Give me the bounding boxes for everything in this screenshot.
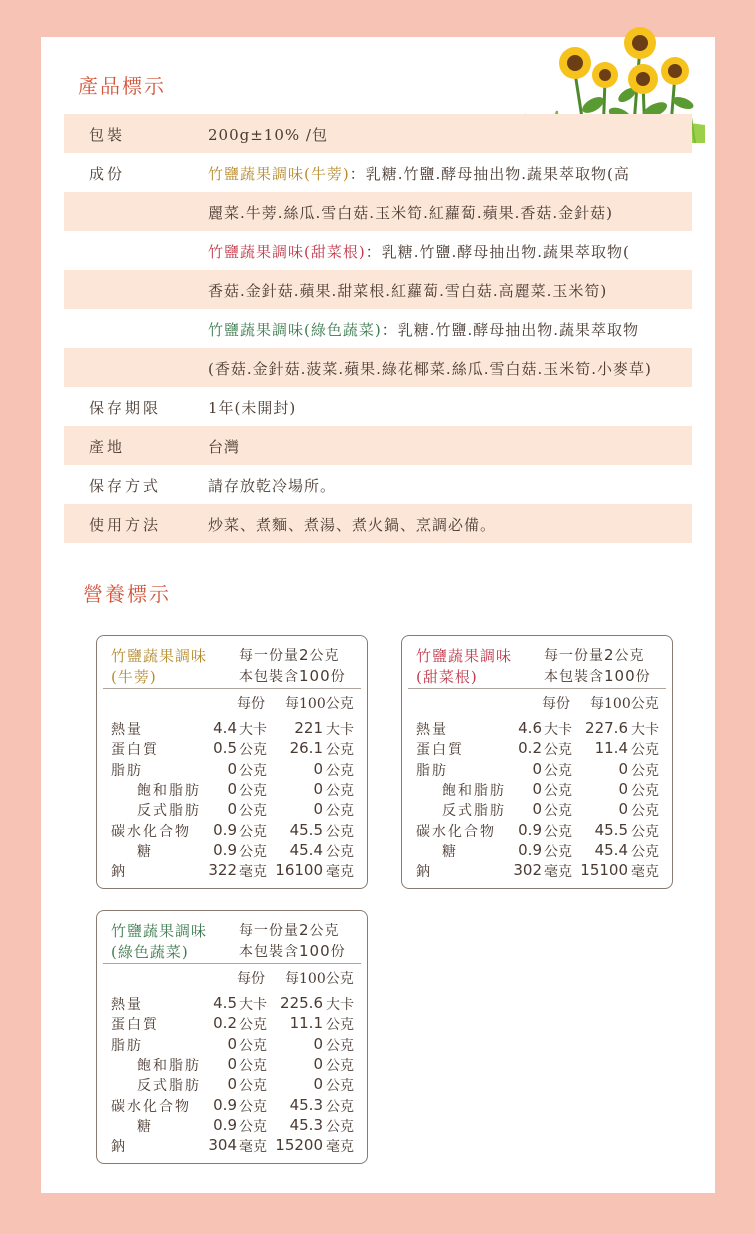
per-serving-unit: 公克 — [544, 843, 572, 860]
info-row — [64, 504, 692, 543]
info-label: 產地 — [89, 438, 126, 456]
per-serving-unit: 毫克 — [239, 864, 267, 881]
ingredient-product-name: 竹鹽蔬果調味(牛蒡) — [208, 165, 350, 183]
per-serving-unit: 公克 — [239, 762, 267, 779]
per-serving-unit: 公克 — [239, 843, 267, 860]
per-100g-unit: 公克 — [631, 782, 659, 799]
per-serving-unit: 公克 — [239, 1118, 267, 1135]
per-100g-unit: 公克 — [631, 843, 659, 860]
per-serving-unit: 公克 — [239, 803, 267, 820]
ingredient-product-name: 竹鹽蔬果調味(綠色蔬菜) — [208, 321, 382, 339]
info-row — [64, 387, 692, 426]
nutrient-row — [97, 1014, 367, 1034]
nutrient-row — [97, 739, 367, 759]
per-serving-unit: 公克 — [544, 742, 572, 759]
per-serving-value: 302 — [513, 861, 542, 880]
info-value-text: ：乳糖.竹鹽.酵母抽出物.蔬果萃取物( — [365, 243, 630, 261]
per-100g-unit: 公克 — [326, 742, 354, 759]
nutrient-label: 飽和脂肪 — [137, 1057, 201, 1074]
nutrient-row — [402, 739, 672, 759]
info-value — [208, 475, 336, 496]
per-serving-value: 4.5 — [213, 994, 237, 1012]
per-serving-value: 0.9 — [213, 820, 237, 839]
nutrient-label: 反式脂肪 — [137, 803, 201, 820]
table-header — [408, 636, 666, 689]
info-value-text: 炒菜、煮麵、煮湯、煮火鍋、烹調必備。 — [208, 516, 497, 534]
info-row — [64, 231, 692, 270]
serving-size: 每一份量2公克 — [239, 921, 340, 939]
per-serving-value: 0.9 — [518, 840, 542, 859]
per-100g-value: 45.4 — [289, 840, 323, 859]
per-100g-value: 0 — [313, 800, 323, 819]
per-100g-value: 45.4 — [594, 840, 628, 859]
per-serving-unit: 大卡 — [544, 722, 572, 738]
nutrient-label: 蛋白質 — [416, 742, 464, 759]
per-100g-value: 0 — [618, 779, 628, 798]
nutrient-label: 鈉 — [416, 864, 432, 881]
nutrient-label: 鈉 — [111, 1139, 127, 1156]
per-serving-unit: 公克 — [239, 1037, 267, 1054]
table-header — [103, 636, 361, 689]
nutrient-label: 糖 — [137, 1118, 153, 1135]
info-row — [64, 348, 692, 387]
info-value-text: 香菇.金針菇.蘋果.甜菜根.紅蘿蔔.雪白菇.高麗菜.玉米筍) — [208, 282, 608, 300]
per-100g-value: 15200 — [275, 1136, 323, 1155]
per-100g-value: 0 — [313, 759, 323, 778]
info-value — [208, 358, 652, 379]
product-name: 竹鹽蔬果調味 — [416, 647, 513, 665]
per-100g-header: 每100公克 — [285, 971, 354, 987]
nutrient-label: 熱量 — [111, 722, 143, 738]
per-100g-value: 0 — [313, 1034, 323, 1053]
per-100g-unit: 公克 — [326, 1118, 354, 1135]
per-100g-unit: 公克 — [326, 782, 354, 799]
per-100g-header: 每100公克 — [590, 696, 659, 712]
table-body — [402, 689, 672, 881]
per-serving-unit: 公克 — [544, 803, 572, 820]
per-100g-value: 26.1 — [289, 739, 323, 758]
per-serving-unit: 大卡 — [239, 997, 267, 1013]
info-value-text: 台灣 — [208, 438, 241, 456]
info-value — [208, 124, 328, 145]
info-label: 包裝 — [89, 126, 126, 144]
per-100g-value: 45.3 — [289, 1115, 323, 1134]
per-serving-value: 0.9 — [213, 1095, 237, 1114]
nutrient-row — [402, 841, 672, 861]
nutrition-table-beetroot — [401, 635, 673, 889]
nutrient-row — [402, 780, 672, 800]
per-serving-unit: 公克 — [239, 1057, 267, 1074]
per-serving-value: 0 — [227, 1054, 237, 1073]
per-serving-value: 0 — [532, 800, 542, 819]
info-value — [208, 436, 240, 457]
per-100g-value: 221 — [294, 719, 323, 737]
per-100g-value: 0 — [313, 1075, 323, 1094]
nutrient-row — [97, 1075, 367, 1095]
per-100g-unit: 公克 — [631, 803, 659, 820]
per-100g-unit: 毫克 — [326, 1139, 354, 1156]
nutrient-label: 碳水化合物 — [416, 823, 496, 840]
per-serving-value: 0.2 — [213, 1014, 237, 1033]
info-value — [208, 280, 607, 301]
per-100g-header: 每100公克 — [285, 696, 354, 712]
info-value-text: 麗菜.牛蒡.絲瓜.雪白菇.玉米筍.紅蘿蔔.蘋果.香菇.金針菇) — [208, 204, 613, 222]
per-serving-value: 0 — [227, 779, 237, 798]
info-value — [208, 202, 613, 223]
per-100g-value: 0 — [618, 800, 628, 819]
nutrient-label: 反式脂肪 — [442, 803, 506, 820]
info-label: 保存期限 — [89, 399, 162, 417]
info-value-text: ：乳糖.竹鹽.酵母抽出物.蔬果萃取物(高 — [349, 165, 630, 183]
per-100g-unit: 公克 — [631, 762, 659, 779]
nutrient-label: 脂肪 — [111, 1037, 143, 1054]
per-100g-unit: 公克 — [326, 823, 354, 840]
serving-size: 每一份量2公克 — [544, 646, 645, 664]
nutrient-row — [402, 800, 672, 820]
per-100g-value: 11.4 — [594, 739, 628, 758]
info-label: 保存方式 — [89, 477, 162, 495]
per-serving-unit: 公克 — [239, 1078, 267, 1095]
nutrient-label: 糖 — [442, 843, 458, 860]
nutrition-table-burdock — [96, 635, 368, 889]
column-headers — [97, 693, 367, 713]
nutrient-row — [97, 841, 367, 861]
per-100g-value: 45.5 — [289, 820, 323, 839]
servings-per-package: 本包裝含100份 — [239, 942, 346, 960]
info-value-text: 200g±10% /包 — [208, 126, 328, 144]
nutrient-row — [97, 1096, 367, 1116]
nutrient-row — [97, 800, 367, 820]
table-header — [103, 911, 361, 964]
per-serving-unit: 公克 — [239, 823, 267, 840]
nutrient-row — [97, 994, 367, 1014]
per-serving-unit: 毫克 — [544, 864, 572, 881]
per-100g-value: 0 — [313, 779, 323, 798]
nutrient-row — [97, 1055, 367, 1075]
product-section-title: 產品標示 — [78, 74, 166, 98]
per-serving-unit: 大卡 — [239, 722, 267, 738]
nutrient-row — [402, 821, 672, 841]
info-row — [64, 114, 692, 153]
ingredient-product-name: 竹鹽蔬果調味(甜菜根) — [208, 243, 366, 261]
nutrient-label: 脂肪 — [416, 762, 448, 779]
info-value — [208, 241, 630, 262]
info-value-text: ：乳糖.竹鹽.酵母抽出物.蔬果萃取物 — [381, 321, 640, 339]
nutrient-row — [97, 861, 367, 881]
nutrient-label: 飽和脂肪 — [442, 782, 506, 799]
info-row — [64, 153, 692, 192]
info-value-text: 1年(未開封) — [208, 399, 297, 417]
per-serving-value: 0 — [227, 759, 237, 778]
per-100g-value: 45.5 — [594, 820, 628, 839]
nutrient-row — [402, 760, 672, 780]
info-value-text: (香菇.金針菇.菠菜.蘋果.綠花椰菜.絲瓜.雪白菇.玉米筍.小麥草) — [208, 360, 652, 378]
per-serving-value: 0 — [532, 759, 542, 778]
info-row — [64, 192, 692, 231]
info-value — [208, 319, 639, 340]
per-100g-unit: 公克 — [326, 843, 354, 860]
nutrient-label: 反式脂肪 — [137, 1078, 201, 1095]
nutrient-row — [97, 1116, 367, 1136]
nutrient-row — [97, 1136, 367, 1156]
per-100g-value: 0 — [618, 759, 628, 778]
info-row — [64, 426, 692, 465]
column-headers — [97, 968, 367, 988]
per-serving-value: 0.9 — [213, 1115, 237, 1134]
per-100g-unit: 公克 — [631, 742, 659, 759]
nutrient-row — [97, 821, 367, 841]
per-serving-value: 0.5 — [213, 739, 237, 758]
per-100g-unit: 公克 — [326, 1098, 354, 1115]
nutrient-row — [97, 760, 367, 780]
nutrient-label: 熱量 — [111, 997, 143, 1013]
nutrition-section-title: 營養標示 — [83, 582, 171, 606]
nutrient-label: 糖 — [137, 843, 153, 860]
per-serving-unit: 公克 — [544, 782, 572, 799]
per-100g-unit: 毫克 — [631, 864, 659, 881]
per-serving-unit: 公克 — [239, 1098, 267, 1115]
nutrient-label: 脂肪 — [111, 762, 143, 779]
per-100g-unit: 公克 — [326, 1078, 354, 1095]
per-100g-unit: 毫克 — [326, 864, 354, 881]
serving-size: 每一份量2公克 — [239, 646, 340, 664]
per-serving-header: 每份 — [542, 696, 570, 712]
info-value — [208, 514, 496, 535]
per-serving-unit: 公克 — [544, 823, 572, 840]
per-serving-value: 0.9 — [213, 840, 237, 859]
nutrition-table-green-vegetable — [96, 910, 368, 1164]
info-value — [208, 163, 630, 184]
per-serving-value: 4.4 — [213, 719, 237, 737]
nutrient-label: 蛋白質 — [111, 742, 159, 759]
per-100g-value: 0 — [313, 1054, 323, 1073]
per-serving-unit: 公克 — [239, 782, 267, 799]
nutrient-row — [402, 719, 672, 739]
per-serving-unit: 毫克 — [239, 1139, 267, 1156]
product-name: 竹鹽蔬果調味 — [111, 922, 208, 940]
per-100g-value: 227.6 — [585, 719, 628, 737]
per-100g-unit: 公克 — [326, 803, 354, 820]
per-serving-header: 每份 — [237, 696, 265, 712]
per-100g-unit: 公克 — [326, 762, 354, 779]
per-serving-value: 0 — [227, 800, 237, 819]
per-serving-value: 4.6 — [518, 719, 542, 737]
info-label: 成份 — [89, 165, 126, 183]
per-100g-unit: 公克 — [631, 823, 659, 840]
info-value — [208, 397, 296, 418]
per-100g-value: 45.3 — [289, 1095, 323, 1114]
info-row — [64, 465, 692, 504]
per-serving-unit: 公克 — [239, 742, 267, 759]
servings-per-package: 本包裝含100份 — [239, 667, 346, 685]
per-100g-unit: 大卡 — [326, 722, 354, 738]
per-serving-value: 0.9 — [518, 820, 542, 839]
table-body — [97, 689, 367, 881]
per-100g-unit: 公克 — [326, 1037, 354, 1054]
nutrient-row — [402, 861, 672, 881]
per-serving-value: 0.2 — [518, 739, 542, 758]
nutrient-label: 熱量 — [416, 722, 448, 738]
per-serving-value: 304 — [208, 1136, 237, 1155]
table-body — [97, 964, 367, 1156]
sunflower-heads — [559, 27, 689, 94]
nutrient-row — [97, 719, 367, 739]
per-serving-unit: 公克 — [239, 1017, 267, 1034]
nutrient-label: 鈉 — [111, 864, 127, 881]
per-100g-unit: 大卡 — [326, 997, 354, 1013]
per-100g-unit: 公克 — [326, 1017, 354, 1034]
product-info-list — [64, 114, 692, 543]
nutrient-label: 蛋白質 — [111, 1017, 159, 1034]
product-name: 竹鹽蔬果調味 — [111, 647, 208, 665]
per-serving-unit: 公克 — [544, 762, 572, 779]
nutrient-label: 碳水化合物 — [111, 823, 191, 840]
info-row — [64, 270, 692, 309]
per-100g-unit: 大卡 — [631, 722, 659, 738]
nutrient-label: 碳水化合物 — [111, 1098, 191, 1115]
column-headers — [402, 693, 672, 713]
info-value-text: 請存放乾冷場所。 — [208, 477, 337, 495]
info-label: 使用方法 — [89, 516, 162, 534]
per-serving-value: 0 — [227, 1034, 237, 1053]
nutrient-row — [97, 1035, 367, 1055]
per-serving-value: 322 — [208, 861, 237, 880]
per-serving-value: 0 — [227, 1075, 237, 1094]
product-variant: (綠色蔬菜) — [111, 943, 189, 961]
nutrient-label: 飽和脂肪 — [137, 782, 201, 799]
nutrient-row — [97, 780, 367, 800]
per-serving-value: 0 — [532, 779, 542, 798]
per-100g-unit: 公克 — [326, 1057, 354, 1074]
servings-per-package: 本包裝含100份 — [544, 667, 651, 685]
per-serving-header: 每份 — [237, 971, 265, 987]
per-100g-value: 16100 — [275, 861, 323, 880]
per-100g-value: 225.6 — [280, 994, 323, 1012]
per-100g-value: 15100 — [580, 861, 628, 880]
product-variant: (甜菜根) — [416, 668, 478, 686]
per-100g-value: 11.1 — [289, 1014, 323, 1033]
product-variant: (牛蒡) — [111, 668, 157, 686]
info-row — [64, 309, 692, 348]
